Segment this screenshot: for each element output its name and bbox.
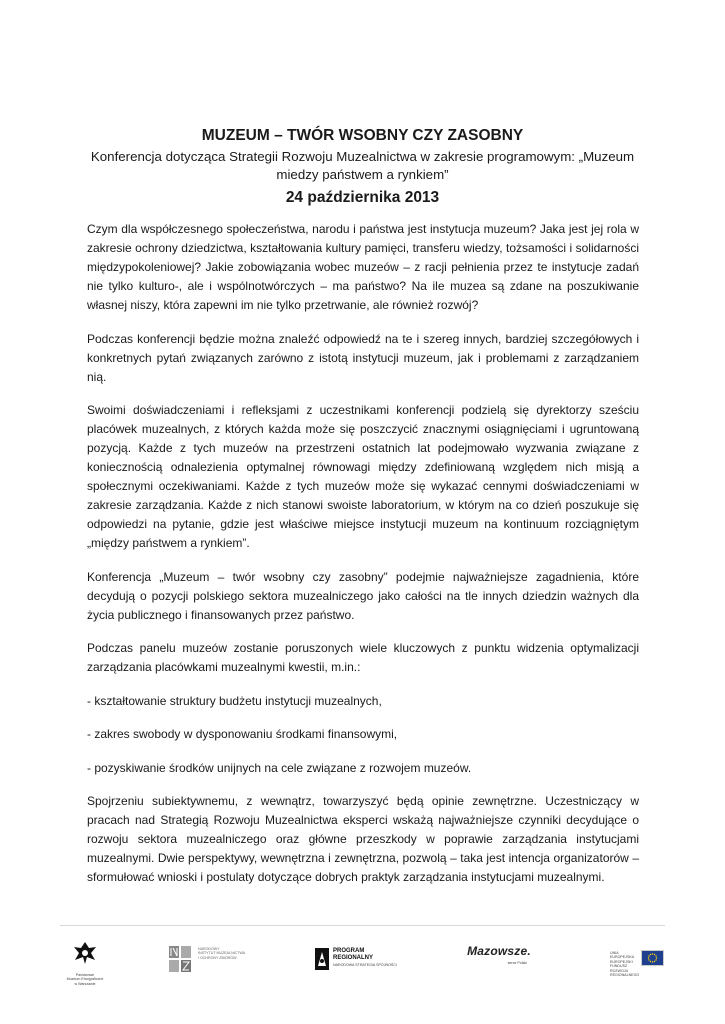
museum-logo-line-1: Państwowe	[75, 973, 95, 977]
conference-date: 24 października 2013	[285, 189, 440, 206]
subtitle-line-1: Konferencja dotycząca Strategii Rozwoju Muzealnictwa w zakresie programowym: „Muzeum	[90, 149, 635, 164]
list-item: - pozyskiwanie środków unijnych na cele związane z rozwojem muzeów.	[87, 760, 472, 775]
paragraph: Konferencja „Muzeum – twór wsobny czy zasobny” podejmie najważniejsze zagadnienia, które decydują o pozycji polskiego sektora muzealniczego jako całości na tle innych dziedzin ważnych dla życia publicznego i finansowanych przez państwo.	[87, 569, 639, 622]
subtitle-line-2: miedzy państwem a rynkiem”	[276, 167, 449, 182]
eu-flag-icon	[641, 950, 664, 966]
museum-logo-line-2: Muzeum Etnograficzne	[66, 977, 104, 982]
eu-line-1: UNIA EUROPEJSKA	[610, 951, 635, 960]
nimoz-line-1: NARODOWY	[198, 947, 220, 951]
regional-program-line-1: PROGRAM	[333, 948, 365, 954]
regional-program-logo	[315, 948, 400, 974]
document-body	[87, 220, 639, 902]
nimoz-line-2: INSTYTUT MUZEALNICTWA	[198, 951, 246, 956]
eu-line-2: EUROPEJSKI FUNDUSZ	[610, 959, 633, 969]
eu-line-3: ROZWOJU REGIONALNEGO	[610, 968, 640, 978]
document-header	[80, 126, 645, 208]
document-subtitle	[80, 148, 645, 184]
regional-program-emblem-icon	[315, 948, 329, 970]
list-item: - zakres swobody w dysponowaniu środkami finansowymi,	[87, 727, 398, 741]
nimoz-line-3: I OCHRONY ZBIORÓW	[198, 955, 237, 960]
mazowsze-wordmark: Mazowsze.	[467, 944, 531, 958]
list-item: - kształtowanie struktury budżetu instytucji muzealnych,	[87, 693, 382, 708]
museum-logo-line-3: w Warszawie	[74, 981, 96, 986]
regional-program-line-2: REGIONALNY	[333, 955, 374, 961]
paragraph: Podczas panelu muzeów zostanie poruszonych wiele kluczowych z punktu widzenia optymalizacji zarządzania placówkami muzealnymi kwestii, m.in.:	[87, 641, 639, 674]
paragraph: Podczas konferencji będzie można znaleźć odpowiedź na te i szereg innych, bardziej szczegółowych i konkretnych pytań związanych zarówno z istotą instytucji muzeum, jak i problemami z zarządzaniem nią.	[87, 331, 639, 384]
eu-logo	[610, 950, 666, 978]
document-title: MUZEUM – TWÓR WSOBNY CZY ZASOBNY	[201, 127, 524, 144]
footer-divider	[60, 925, 665, 926]
eu-stars-icon	[642, 951, 663, 965]
sponsor-logos	[60, 940, 665, 1000]
regional-program-line-3: NARODOWA STRATEGIA SPÓJNOŚCI	[333, 963, 397, 967]
mazowsze-logo	[453, 944, 545, 974]
paragraph: Spojrzeniu subiektywnemu, z wewnątrz, towarzyszyć będą opinie zewnętrzne. Uczestniczący w pracach nad Strategią Rozwoju Muzealnictwa eksperci wskażą najważniejsze czynniki decydujące o rozwoju sektora muzealniczego oraz główne przeszkody w poprawie zarządzania instytucjami muzealnymi. Dwie perspektywy, wewnętrzna i zewnętrzna, pozwolą – taka jest intencja organizatorów – sformułować wnioski i postulaty dotyczące dobrych praktyk zarządzania instytucjami muzealnymi.	[87, 794, 639, 884]
paragraph: Czym dla współczesnego społeczeństwa, narodu i państwa jest instytucja muzeum? Jaka jest jej rola w zakresie ochrony dziedzictwa, kształtowania kultury pamięci, transferu wiedzy, tożsamości i solidarności międzypokoleniowej? Jakie zobowiązania wobec muzeów – z racji pełnienia przez te instytucje zadań nie tylko kulturo-, ale i wspólnotwórczych – ma państwo? Na ile muzea są zdane na poszukiwanie własnej niszy, która zapewni im nie tylko przetrwanie, ale również rozwój?	[87, 222, 639, 312]
mazowsze-tagline: serce Polski	[507, 961, 527, 965]
museum-emblem-icon	[72, 940, 98, 966]
museum-logo	[60, 940, 110, 986]
paragraph: Swoimi doświadczeniami i refleksjami z uczestnikami konferencji podzielą się dyrektorzy sześciu placówek muzealnych, z których każda może się poszczycić znacznymi osiągnięciami i ugruntowaną pozycją. Każde z tych muzeów na przestrzeni ostatnich lat podejmowało wyzwania związane z koniecznością odnalezienia optymalnej równowagi między zdefiniowaną względem nich misją a społecznymi oczekiwaniami. Każde z tych muzeów może się wykazać cennymi doświadczeniami w zakresie zarządzania. Każde z nich stanowi swoiste laboratorium, w którym na co dzień poszukuje się odpowiedzi na pytanie, gdzie jest właściwe miejsce instytucji muzeum na kontinuum rozciągniętym „między państwem a rynkiem”.	[87, 403, 639, 550]
nimoz-logo	[169, 946, 264, 974]
nimoz-emblem-icon	[169, 946, 191, 972]
